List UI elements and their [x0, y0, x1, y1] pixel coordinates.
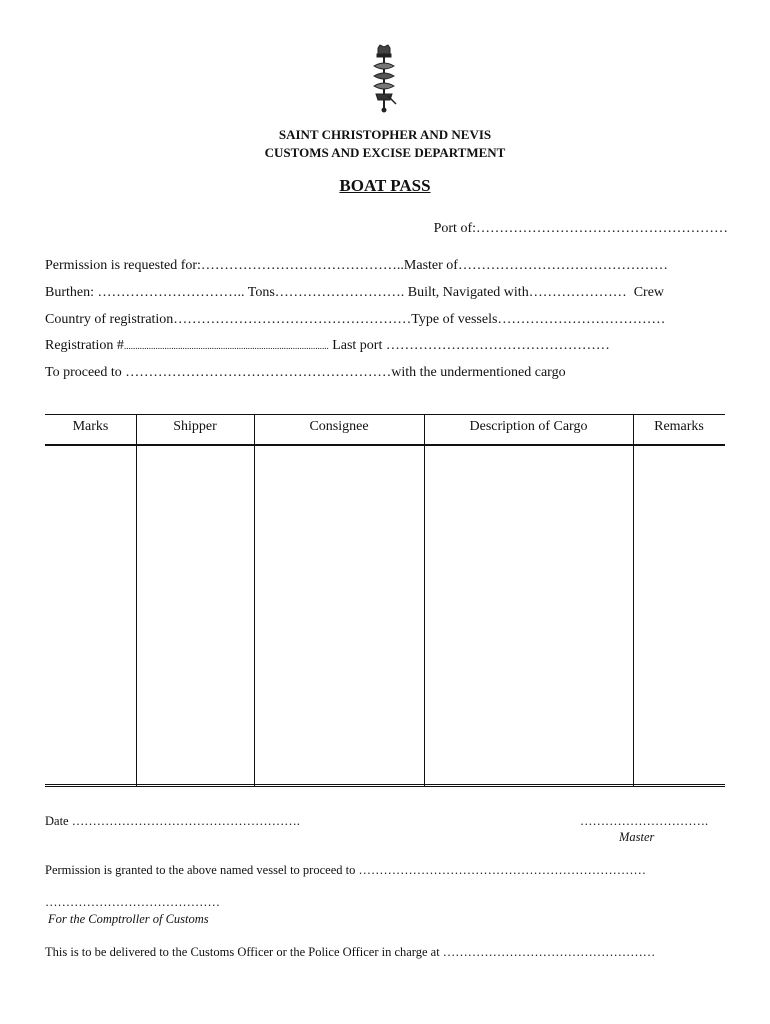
comptroller-signature-line[interactable]: …………………………………… [45, 895, 220, 909]
table-column-divider [633, 414, 634, 786]
permission-granted-field[interactable]: Permission is granted to the above named vessel to proceed to …………………………………………………………… [45, 863, 646, 877]
table-bottom-border [45, 784, 725, 787]
column-header-consignee: Consignee [309, 419, 369, 434]
table-column-divider [136, 414, 137, 786]
proceed-to-field[interactable]: To proceed to …………………………………………………with the undermentioned cargo [45, 365, 566, 380]
column-header-shipper: Shipper [173, 419, 217, 434]
master-label: Master [619, 830, 655, 844]
permission-requested-field[interactable]: Permission is requested for:……………………………………..Master of……………………………………… [45, 258, 668, 273]
burthen-tons-built-field[interactable]: Burthen: ………………………….. Tons………………………. Built, Navigated with………………… Crew [45, 285, 665, 300]
registration-lastport-field[interactable]: Registration #........................................................................................... Last port ………………………………………… [45, 338, 610, 353]
royal-crest-icon [366, 44, 402, 114]
document-title: BOAT PASS [339, 176, 431, 195]
table-top-border [45, 414, 725, 415]
comptroller-label: For the Comptroller of Customs [48, 912, 209, 926]
date-field[interactable]: Date ………………………………………………. [45, 814, 300, 828]
department-country-heading: SAINT CHRISTOPHER AND NEVIS [278, 127, 492, 142]
delivery-instruction-field[interactable]: This is to be delivered to the Customs Officer or the Police Officer in charge at …………………………………………… [45, 945, 656, 959]
column-header-remarks: Remarks [654, 419, 704, 434]
column-header-description: Description of Cargo [469, 419, 588, 434]
table-header-border [45, 444, 725, 446]
master-signature-line[interactable]: …………………………. [580, 814, 709, 828]
department-name-heading: CUSTOMS AND EXCISE DEPARTMENT [264, 145, 506, 160]
table-column-divider [254, 414, 255, 786]
port-of-field[interactable]: Port of:……………………………………………… [433, 221, 728, 236]
country-registration-field[interactable]: Country of registration……………………………………………Type of vessels……………………………… [45, 312, 666, 327]
cargo-table [45, 414, 725, 787]
table-column-divider [424, 414, 425, 786]
column-header-marks: Marks [72, 419, 109, 434]
